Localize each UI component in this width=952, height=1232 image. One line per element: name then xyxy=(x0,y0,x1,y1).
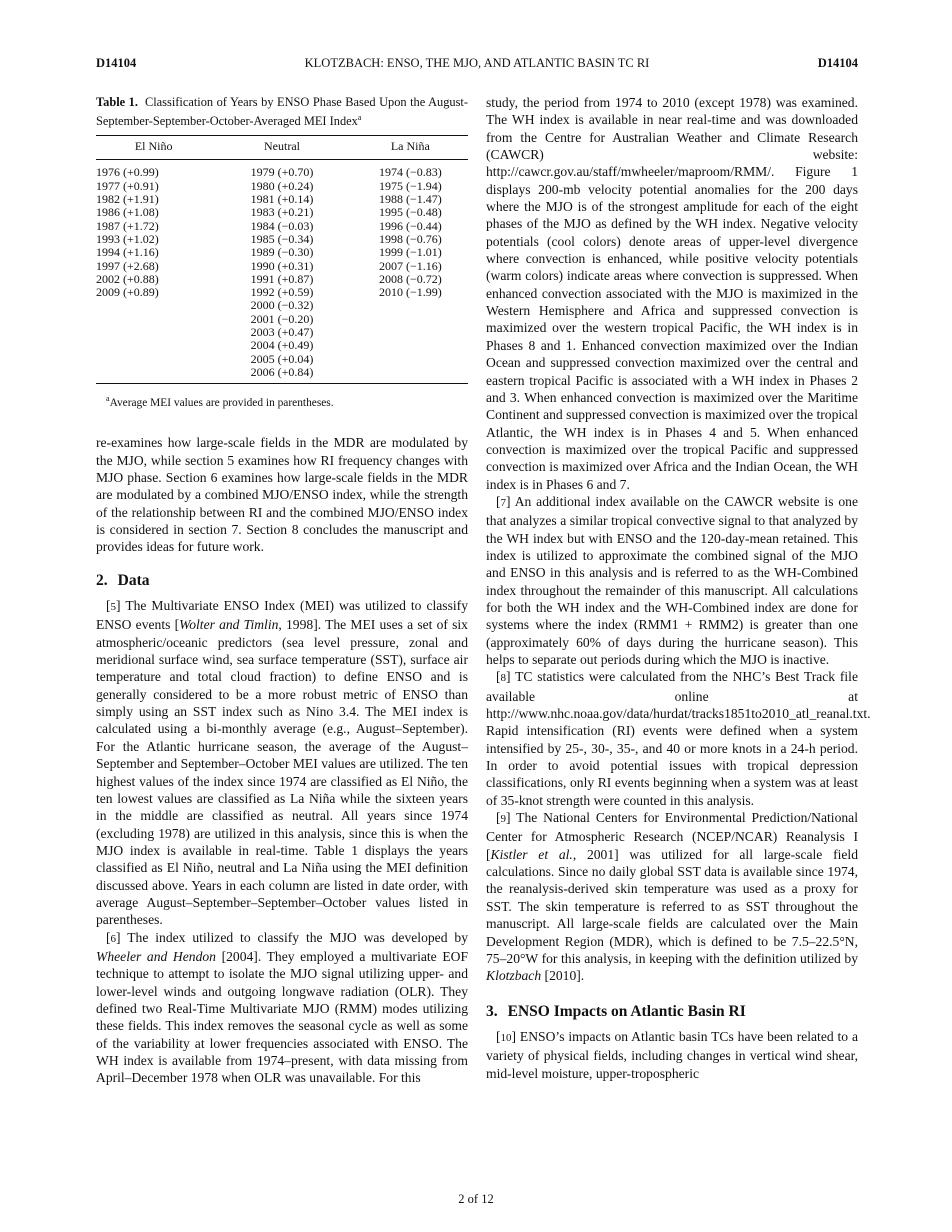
table-cell xyxy=(353,326,468,339)
section-3-heading xyxy=(486,1003,858,1020)
table-cell: 2005 (+0.04) xyxy=(250,351,314,366)
table-cell: 1981 (+0.14) xyxy=(250,192,314,207)
table-row xyxy=(96,286,468,299)
table-cell: 1977 (+0.91) xyxy=(96,178,159,193)
table-cell xyxy=(96,353,211,366)
paragraph-text: [2010]. xyxy=(541,968,585,984)
table-row xyxy=(96,233,468,246)
table-cell: 1997 (+2.68) xyxy=(96,258,159,273)
table-row xyxy=(96,260,468,273)
table-caption xyxy=(96,94,468,129)
paragraph-text: ENSO’s impacts on Atlantic basin TCs have been related to a variety of physical fields, including changes in vertical wind shear, mid-level moisture, upper-tropospheric xyxy=(486,1028,858,1081)
paragraph-number: 10 xyxy=(500,1031,512,1044)
paragraph-text: The index utilized to classify the MJO was developed by xyxy=(127,929,469,945)
paragraph-text: TC statistics were calculated from the NHC’s Best Track file available online at http://www.nhc.noaa.gov/data/hurdat/tracks1851to2010_atl_reanal.txt. Rapid intensification (RI) events were defined when a system intensified by 25-, 30-, 35-, and 40 or more knots in a 24-h period. In order to avoid potential issues with tropical depression classifications, only RI events beginning when a system was at least of 35-knot strength were counted in this analysis. xyxy=(486,669,871,808)
left-column xyxy=(96,94,468,1087)
table-row xyxy=(96,273,468,286)
table-cell xyxy=(353,339,468,352)
section-title: Data xyxy=(117,571,150,589)
table-cell: 1986 (+1.08) xyxy=(96,205,159,220)
enso-classification-table xyxy=(96,136,468,379)
table-cell: 1990 (+0.31) xyxy=(250,258,314,273)
column-header-la-nina: La Niña xyxy=(353,136,468,160)
table-cell: 2001 (−0.20) xyxy=(250,311,314,326)
paragraph-6-continued: study, the period from 1974 to 2010 (except 1978) was examined. The WH index is available in near real-time and was downloaded from the Centre for Australian Weather and Climate Research (CAWCR) website: http://cawcr.gov.au/staff/mwheeler/maproom/RMM/. Figure 1 displays 200-mb velocity potential anomalies for the 200 days where the MJO is of the strongest amplitude for each of the eight phases of the MJO as defined by the WH index. Negative velocity potentials (cool colors) denote areas of upper-level divergence where convection is enhanced, while positive velocity potentials (warm colors) indicate areas where convection is suppressed. When enhanced convection associated with the MJO is maximized in the Western Hemisphere and Africa and suppressed convection is maximized over the western tropical Pacific, the WH index is in Phases 8 and 1. Enhanced convection maximized over the Indian Ocean and suppressed convection maximized over the central and eastern tropical Pacific is associated with a WH index in Phases 2 and 3. When enhanced convection is maximized over the Maritime Continent and suppressed convection is maximized over the tropical Atlantic, the WH index is in Phases 4 and 5. When enhanced convection is maximized over the tropical Pacific and suppressed convection is maximized over Africa and the Indian Ocean, the WH index is in Phases 6 and 7. xyxy=(486,95,858,492)
table-row xyxy=(96,220,468,233)
table-caption-text: Classification of Years by ENSO Phase Based Upon the August-September-September-October-Averaged MEI Index xyxy=(96,95,468,129)
table-row xyxy=(96,353,468,366)
table-cell: 2009 (+0.89) xyxy=(96,285,159,300)
table-cell: 1998 (−0.76) xyxy=(378,231,442,246)
paragraph-number: 7 xyxy=(500,496,507,509)
header-doc-id-right: D14104 xyxy=(817,56,858,70)
paragraph-text: , 2001] was utilized for all large-scale field calculations. Since no daily global SST data is available since 1974, the reanalysis-derived skin temperature was used as a proxy for SST. The skin temperature is referred to as SST throughout the manuscript. All large-scale fields are calculated over the Main Development Region (MDR), which is defined to be 7.5–22.5°N, 75–20°W for this analysis, in keeping with the definition utilized by xyxy=(486,846,858,966)
table-row xyxy=(96,313,468,326)
table-cell xyxy=(96,313,211,326)
table-cell xyxy=(96,339,211,352)
paragraph-10: [10] ENSO’s impacts on Atlantic basin TCs have been related to a variety of physical fields, including changes in vertical wind shear, mid-level moisture, upper-tropospheric xyxy=(486,1028,858,1081)
paragraph-intro-continued: re-examines how large-scale fields in the MDR are modulated by the MJO, while section 5 examines how RI frequency changes with MJO phase. Section 6 examines how large-scale fields in the MDR are modulated by a combined MJO/ENSO index, while the strength of the relationship between RI and the combined MJO/ENSO index is considered in section 7. Section 8 concludes the manuscript and provides ideas for future work. xyxy=(96,435,468,555)
paragraph-5: [5] The Multivariate ENSO Index (MEI) was utilized to classify ENSO events [Wolter and Timlin, 1998]. The MEI uses a set of six atmospheric/oceanic predictors (sea level pressure, zonal and meridional surface wind, sea surface temperature (SST), surface air temperature and total cloud fraction) to define ENSO and is generally considered to be a more robust metric of ENSO than simply using an SST index such as Nino 3.4. The MEI index is calculated using a bi-monthly average (e.g., August–September). For the Atlantic hurricane season, the average of the August–September and September–October MEI values are utilized. The ten highest values of the index since 1974 are classified as El Niño, the ten lowest values are classified as La Niña while the sixteen years in the middle are classified as neutral. All years since 1974 (excluding 1978) are utilized in this analysis, since this is when the MJO index is available in real-time. Table 1 displays the years classified as El Niño, neutral and La Niña using the MEI definition discussed above. Years in each column are listed in date order, with average August–September–September–October values listed in parentheses. xyxy=(96,598,468,928)
table-cell: 1988 (−1.47) xyxy=(378,192,442,207)
table-cell: 1993 (+1.02) xyxy=(96,231,159,246)
section-2-heading xyxy=(96,572,468,589)
table-cell: 1984 (−0.03) xyxy=(250,218,314,233)
table-cell xyxy=(96,366,211,379)
table-row xyxy=(96,206,468,219)
table-cell xyxy=(96,299,211,312)
paragraph-text: The Multivariate ENSO Index (MEI) was utilized to classify ENSO events [ xyxy=(96,598,468,633)
citation: Wheeler and Hendon xyxy=(96,948,216,964)
table-cell: 2007 (−1.16) xyxy=(378,258,442,273)
paragraph-number: 8 xyxy=(500,672,507,685)
table-cell xyxy=(353,313,468,326)
section-number: 3. xyxy=(486,1002,498,1020)
table-cell: 2004 (+0.49) xyxy=(250,338,314,353)
table-cell xyxy=(353,366,468,379)
table-footnote-mark: a xyxy=(106,394,110,404)
table-row xyxy=(96,246,468,259)
table-cell: 1985 (−0.34) xyxy=(250,231,314,246)
table-cell: 2010 (−1.99) xyxy=(378,285,442,300)
paragraph-6: [6] The index utilized to classify the MJO was developed by Wheeler and Hendon [2004]. They employed a multivariate EOF technique to attempt to isolate the MJO signal utilizing upper- and lower-level winds and outgoing longwave radiation (OLR). They defined two Real-Time Multivariate MJO (RMM) modes utilizing these fields. This index removes the seasonal cycle as well as some of the variability at lower frequencies associated with ENSO. The WH index is available from 1974–present, with data missing from April–December 1978 when OLR was unavailable. For this xyxy=(96,929,469,1086)
table-cell: 2006 (+0.84) xyxy=(250,364,314,379)
table-footnote-text: Average MEI values are provided in parentheses. xyxy=(109,396,334,409)
paragraph-number: 5 xyxy=(110,601,117,614)
table-cell: 1976 (+0.99) xyxy=(96,165,159,180)
paragraph-7: [7] An additional index available on the CAWCR website is one that analyzes a similar tropical convective signal to that analyzed by the WH index but with ENSO and the 120-day-mean retained. This index is utilized to approximate the combined signal of the MJO and ENSO in this analysis and is referred to as the WH-Combined index throughout the remainder of this manuscript. All calculations for both the WH index and the WH-Combined index are done for systems where the index (RMM1 + RMM2) is greater than one (approximately 60% of days during the hurricane season). This helps to separate out periods during which the MJO is inactive. xyxy=(486,493,858,667)
table-cell: 2000 (−0.32) xyxy=(250,298,314,313)
table-cell: 1995 (−0.48) xyxy=(378,205,442,220)
table-row xyxy=(96,193,468,206)
paragraph-text: An additional index available on the CAWCR website is one that analyzes a similar tropical convective signal to that analyzed by the WH index but with ENSO and the 120-day-mean retained. This index is utilized to approximate the combined signal of the MJO and ENSO in this analysis and is referred to as the WH-Combined index throughout the remainder of this manuscript. All calculations for both the WH index and the WH-Combined index are done for systems where the index (RMM1 + RMM2) is greater than one (approximately 60% of days during the hurricane season). This helps to separate out periods during which the MJO is inactive. xyxy=(486,493,858,667)
paragraph-9: [9] The National Centers for Environmental Prediction/National Center for Atmospheric Research (NCEP/NCAR) Reanalysis I [Kistler et al., 2001] was utilized for all large-scale field calculations. Since no daily global SST data is available since 1974, the reanalysis-derived skin temperature was used as a proxy for SST. The skin temperature is referred to as SST throughout the manuscript. All large-scale fields are calculated over the Main Development Region (MDR), which is defined to be 7.5–22.5°N, 75–20°W for this analysis, in keeping with the definition utilized by Klotzbach [2010]. xyxy=(486,810,858,984)
table-cell: 2003 (+0.47) xyxy=(250,324,314,339)
table-cell: 1987 (+1.72) xyxy=(96,218,159,233)
table-row xyxy=(96,326,468,339)
table-cell xyxy=(353,299,468,312)
table-cell: 1999 (−1.01) xyxy=(378,245,442,260)
table-cell: 1989 (−0.30) xyxy=(250,245,314,260)
header-doc-id-left: D14104 xyxy=(96,56,137,70)
paragraph-text: , 1998]. The MEI uses a set of six atmospheric/oceanic predictors (sea level pressure, zonal and meridional surface wind, sea surface temperature (SST), surface air temperature and total cloud fraction) to define ENSO and is generally considered to be a more robust metric of ENSO than simply using an SST index such as Nino 3.4. The MEI index is calculated using a bi-monthly average (e.g., August–September). For the Atlantic hurricane season, the average of the August–September and September–October MEI values are utilized. The ten highest values of the index since 1974 are classified as El Niño, the ten lowest values are classified as La Niña while the sixteen years in the middle are classified as neutral. All years since 1974 (excluding 1978) are utilized in this analysis, since this is when the MJO index is available in real-time. Table 1 displays the years classified as El Niño, neutral and La Niña using the MEI definition discussed above. Years in each column are listed in date order, with average August–September–September–October values listed in parentheses. xyxy=(96,617,468,928)
paragraph-number: 9 xyxy=(500,813,507,826)
table-cell: 1996 (−0.44) xyxy=(378,218,442,233)
table-caption-footnote-mark: a xyxy=(357,113,362,122)
table-cell: 1979 (+0.70) xyxy=(250,165,314,180)
paragraph-8: [8] TC statistics were calculated from the NHC’s Best Track file available online at http://www.nhc.noaa.gov/data/hurdat/tracks1851to2010_atl_reanal.txt. Rapid intensification (RI) events were defined when a system intensified by 25-, 30-, 35-, and 40 or more knots in a 24-h period. In order to avoid potential issues with tropical depression classifications, only RI events beginning when a system was at least of 35-knot strength were counted in this analysis. xyxy=(486,669,871,808)
citation: Klotzbach xyxy=(486,968,542,984)
table-cell: 1983 (+0.21) xyxy=(250,205,314,220)
column-header-el-nino: El Niño xyxy=(96,136,211,160)
table-cell: 2008 (−0.72) xyxy=(378,271,442,286)
table-cell xyxy=(353,353,468,366)
paragraph-text: The National Centers for Environmental Prediction/National Center for Atmospheric Research (NCEP/NCAR) Reanalysis I [ xyxy=(486,810,858,862)
table-cell: 1975 (−1.94) xyxy=(378,178,442,193)
table-cell: 1982 (+1.91) xyxy=(96,192,159,207)
table-cell xyxy=(96,326,211,339)
table-cell: 1991 (+0.87) xyxy=(250,271,314,286)
table-body xyxy=(96,160,468,379)
table-footnote xyxy=(96,384,468,412)
table-cell: 1992 (+0.59) xyxy=(250,285,314,300)
table-row xyxy=(96,299,468,312)
page-number: 2 of 12 xyxy=(458,1192,494,1206)
citation: Kistler et al. xyxy=(490,846,573,862)
table-label: Table 1. xyxy=(96,95,138,109)
table-cell: 1974 (−0.83) xyxy=(378,165,442,180)
paragraph-text: [2004]. They employed a multivariate EOF technique to attempt to isolate the MJO signal utilizing upper- and lower-level winds and outgoing longwave radiation (OLR). They defined two Real-Time Multivariate MJO (RMM) modes utilizing these fields. This index removes the seasonal cycle as well as some of the variability at lower frequencies associated with ENSO. The WH index is available from 1974–present, with data missing from April–December 1978 when OLR was unavailable. For this xyxy=(96,948,469,1086)
table-cell: 2002 (+0.88) xyxy=(96,271,159,286)
section-number: 2. xyxy=(96,571,108,589)
table-cell: 1980 (+0.24) xyxy=(250,178,314,193)
column-header-neutral: Neutral xyxy=(211,136,352,160)
table-row xyxy=(96,339,468,352)
table-row xyxy=(96,160,468,180)
header-title: KLOTZBACH: ENSO, THE MJO, AND ATLANTIC BASIN TC RI xyxy=(304,56,650,70)
table-cell: 1994 (+1.16) xyxy=(96,245,159,260)
table-row xyxy=(96,366,468,379)
table-row xyxy=(96,180,468,193)
right-column xyxy=(486,94,871,1082)
section-title: ENSO Impacts on Atlantic Basin RI xyxy=(507,1002,746,1020)
paragraph-number: 6 xyxy=(110,932,117,945)
citation: Wolter and Timlin xyxy=(179,617,279,633)
